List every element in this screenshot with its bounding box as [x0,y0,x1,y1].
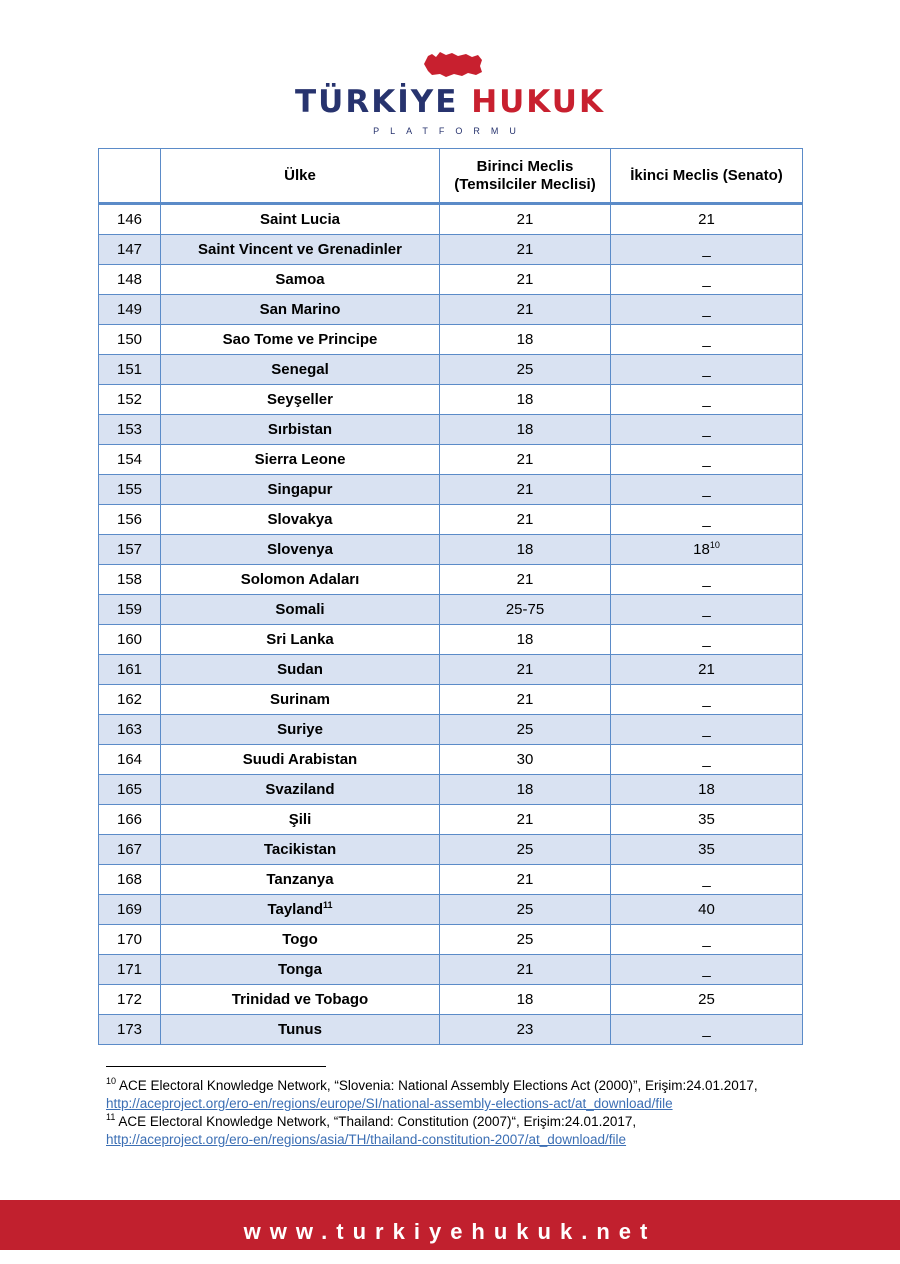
second-chamber-cell [611,685,803,715]
country-cell [161,685,440,715]
row-number-cell [99,745,161,775]
row-number-cell [99,355,161,385]
country-cell-text: Senegal [271,360,329,378]
table-row [99,775,803,805]
table-row [99,385,803,415]
second-chamber-cell-text: _ [702,870,711,888]
row-number-cell-text: 147 [116,240,143,258]
row-number-cell [99,535,161,565]
country-cell-text: Somali [275,600,325,618]
row-number-cell-text: 148 [116,270,143,288]
second-chamber-cell [611,475,803,505]
second-chamber-cell-text: _ [702,330,711,348]
row-number-cell [99,835,161,865]
first-chamber-cell-text: 21 [516,660,534,678]
row-number-cell [99,565,161,595]
country-cell-text: Tacikistan [263,840,337,858]
row-number-cell [99,955,161,985]
first-chamber-cell-text: 25 [516,720,534,738]
country-cell-text: Samoa [275,270,325,288]
column-header-country: Ülke [161,149,440,204]
first-chamber-cell [440,835,611,865]
row-number-cell-text: 166 [116,810,143,828]
second-chamber-cell-text: _ [702,750,711,768]
table-row [99,325,803,355]
country-cell [161,355,440,385]
first-chamber-cell-text: 18 [516,780,534,798]
table-header-row [99,149,803,204]
table-row [99,1015,803,1045]
footnote-ref: 10 [709,539,720,550]
country-cell-text: Saint Vincent ve Grenadinler [198,240,402,258]
second-chamber-cell [611,415,803,445]
country-cell-text: Surinam [269,690,330,708]
row-number-cell-text: 158 [116,570,143,588]
second-chamber-cell-text: _ [702,240,711,258]
second-chamber-cell [611,445,803,475]
row-number-cell [99,895,161,925]
second-chamber-cell [611,895,803,925]
country-cell-text: Saint Lucia [259,210,341,228]
first-chamber-cell-text: 18 [516,540,534,558]
second-chamber-cell-text: _ [702,510,711,528]
second-chamber-cell [611,235,803,265]
second-chamber-cell [611,625,803,655]
row-number-cell [99,775,161,805]
first-chamber-cell-text: 21 [516,240,534,258]
row-number-cell [99,805,161,835]
country-cell [161,475,440,505]
row-number-cell [99,385,161,415]
first-chamber-cell [440,925,611,955]
second-chamber-cell-text: _ [702,600,711,618]
row-number-cell-text: 160 [116,630,143,648]
row-number-cell [99,325,161,355]
second-chamber-cell [611,655,803,685]
second-chamber-cell [611,805,803,835]
country-cell-text: Sri Lanka [266,630,334,648]
country-cell-text: Solomon Adaları [240,570,360,588]
first-chamber-cell-text: 18 [516,630,534,648]
second-chamber-cell [611,775,803,805]
country-cell [161,655,440,685]
first-chamber-cell [440,985,611,1015]
country-cell [161,835,440,865]
table-body [99,204,803,1045]
country-cell [161,204,440,235]
first-chamber-cell-text: 25 [516,360,534,378]
first-chamber-cell [440,475,611,505]
country-cell-text: Sırbistan [267,420,333,438]
country-cell-text: Singapur [267,480,333,498]
country-cell [161,565,440,595]
second-chamber-cell [611,265,803,295]
second-chamber-cell [611,204,803,235]
second-chamber-cell [611,715,803,745]
row-number-cell-text: 155 [116,480,143,498]
row-number-cell [99,415,161,445]
turkey-map-icon [422,48,484,80]
first-chamber-cell-text: 21 [516,510,534,528]
second-chamber-cell-text: _ [702,690,711,708]
first-chamber-cell-text: 18 [516,420,534,438]
footnote-text: ACE Electoral Knowledge Network, “Slovenia: National Assembly Elections Act (2000)”, Erişim:24.01.2017, [119,1078,758,1093]
country-cell-text: Sao Tome ve Principe [222,330,378,348]
country-cell [161,415,440,445]
row-number-cell [99,295,161,325]
row-number-cell [99,655,161,685]
row-number-cell-text: 159 [116,600,143,618]
first-chamber-cell [440,505,611,535]
footnote-text: ACE Electoral Knowledge Network, “Thailand: Constitution (2007)“, Erişim:24.01.2017, [118,1114,637,1129]
footnote-number: 11 [106,1112,116,1122]
first-chamber-cell-text: 21 [516,870,534,888]
table-row [99,445,803,475]
second-chamber-cell [611,295,803,325]
table-row [99,204,803,235]
row-number-cell-text: 168 [116,870,143,888]
row-number-cell [99,265,161,295]
country-cell [161,445,440,475]
second-chamber-cell-text: _ [702,420,711,438]
country-cell-text: Tonga [278,960,322,978]
second-chamber-cell [611,355,803,385]
country-cell-text: Suriye [277,720,323,738]
first-chamber-cell-text: 21 [516,450,534,468]
footnote-ref: 11 [323,899,333,910]
second-chamber-cell-text: _ [702,960,711,978]
second-chamber-cell-text: 40 [698,900,715,918]
second-chamber-cell-text: 18 [698,780,715,798]
country-cell [161,385,440,415]
first-chamber-cell-text: 21 [516,270,534,288]
logo-title [0,84,900,120]
country-cell [161,325,440,355]
country-cell [161,985,440,1015]
country-cell [161,535,440,565]
first-chamber-cell-text: 21 [516,570,534,588]
row-number-cell [99,625,161,655]
second-chamber-cell [611,865,803,895]
row-number-cell [99,595,161,625]
row-number-cell [99,235,161,265]
row-number-cell-text: 165 [116,780,143,798]
first-chamber-cell [440,325,611,355]
country-cell [161,775,440,805]
row-number-cell-text: 171 [116,960,143,978]
first-chamber-cell-text: 21 [516,210,534,228]
first-chamber-cell [440,775,611,805]
row-number-cell [99,505,161,535]
country-cell-text: Togo [282,930,318,948]
table-row [99,355,803,385]
row-number-cell [99,445,161,475]
footnote-divider [106,1066,326,1067]
footer-banner [0,1200,900,1250]
first-chamber-cell [440,955,611,985]
country-cell-text: Sierra Leone [254,450,346,468]
first-chamber-cell-text: 30 [516,750,534,768]
country-cell-text: San Marino [259,300,341,318]
row-number-cell-text: 163 [116,720,143,738]
row-number-cell-text: 154 [116,450,143,468]
row-number-cell-text: 161 [116,660,143,678]
table-row [99,985,803,1015]
first-chamber-cell [440,535,611,565]
row-number-cell-text: 169 [116,900,143,918]
row-number-cell-text: 162 [116,690,143,708]
second-chamber-cell-text: _ [702,1020,711,1038]
first-chamber-cell-text: 23 [516,1020,534,1038]
first-chamber-cell [440,295,611,325]
first-chamber-cell [440,204,611,235]
first-chamber-cell-text: 21 [516,690,534,708]
row-number-cell [99,1015,161,1045]
column-header-first-chamber: Birinci Meclis (Temsilciler Meclisi) [440,149,611,204]
first-chamber-cell [440,865,611,895]
first-chamber-cell [440,265,611,295]
row-number-cell [99,985,161,1015]
row-number-cell-text: 151 [116,360,143,378]
second-chamber-cell-text: _ [702,930,711,948]
footer-url[interactable]: www.turkiyehukuk.net [243,1219,657,1244]
second-chamber-cell [611,835,803,865]
logo-word-turkiye: TÜRKİYE [295,84,459,120]
second-chamber-cell-text: 35 [698,810,715,828]
first-chamber-cell [440,445,611,475]
first-chamber-cell [440,385,611,415]
first-chamber-cell-text: 25 [516,900,534,918]
country-cell-text: Suudi Arabistan [242,750,358,768]
first-chamber-cell-text: 21 [516,480,534,498]
row-number-cell-text: 150 [116,330,143,348]
country-cell-text: Slovenya [267,540,333,558]
table-row [99,505,803,535]
table-row [99,715,803,745]
first-chamber-cell [440,895,611,925]
footnotes [106,1077,806,1149]
table-row [99,535,803,565]
logo-subtitle: PLATFORMU [373,126,527,136]
second-chamber-cell-text: 18 [693,540,710,558]
second-chamber-cell-text: _ [702,270,711,288]
second-chamber-cell [611,925,803,955]
first-chamber-cell [440,625,611,655]
first-chamber-cell-text: 25-75 [505,600,545,618]
row-number-cell [99,715,161,745]
table-row [99,835,803,865]
first-chamber-cell [440,235,611,265]
first-chamber-cell [440,565,611,595]
row-number-cell-text: 146 [116,210,143,228]
first-chamber-cell-text: 18 [516,390,534,408]
row-number-cell-text: 167 [116,840,143,858]
table-row [99,625,803,655]
first-chamber-cell [440,685,611,715]
second-chamber-cell-text: _ [702,720,711,738]
second-chamber-cell [611,385,803,415]
row-number-cell [99,865,161,895]
table-row [99,685,803,715]
row-number-cell-text: 164 [116,750,143,768]
second-chamber-cell-text: 21 [698,660,715,678]
age-table [98,148,803,1045]
second-chamber-cell-text: 21 [698,210,715,228]
footnote-11 [106,1113,806,1149]
country-cell [161,745,440,775]
second-chamber-cell [611,745,803,775]
country-cell [161,865,440,895]
country-cell [161,595,440,625]
country-cell [161,805,440,835]
first-chamber-cell [440,745,611,775]
column-header-number [99,149,161,204]
second-chamber-cell-text: _ [702,630,711,648]
country-cell-text: Svaziland [265,780,335,798]
table-row [99,745,803,775]
country-cell [161,265,440,295]
footnote-link[interactable]: http://aceproject.org/ero-en/regions/europe/SI/national-assembly-elections-act/at_download/file [106,1096,673,1111]
first-chamber-cell-text: 18 [516,990,534,1008]
second-chamber-cell [611,565,803,595]
row-number-cell-text: 170 [116,930,143,948]
row-number-cell-text: 149 [116,300,143,318]
row-number-cell-text: 152 [116,390,143,408]
table-row [99,415,803,445]
first-chamber-cell [440,595,611,625]
table-row [99,955,803,985]
row-number-cell-text: 157 [116,540,143,558]
second-chamber-cell-text: _ [702,480,711,498]
first-chamber-cell-text: 21 [516,810,534,828]
country-cell-text: Şili [288,810,312,828]
second-chamber-cell-text: _ [702,300,711,318]
second-chamber-cell-text: _ [702,360,711,378]
country-cell [161,1015,440,1045]
country-cell-text: Tayland [267,900,324,918]
second-chamber-cell-text: _ [702,390,711,408]
second-chamber-cell-text: _ [702,450,711,468]
first-chamber-cell [440,805,611,835]
second-chamber-cell-text: _ [702,570,711,588]
first-chamber-cell-text: 21 [516,960,534,978]
country-cell-text: Tanzanya [266,870,334,888]
first-chamber-cell [440,1015,611,1045]
table-row [99,925,803,955]
country-cell-text: Sudan [277,660,323,678]
first-chamber-cell [440,655,611,685]
table-row [99,865,803,895]
table-row [99,595,803,625]
first-chamber-cell-text: 21 [516,300,534,318]
country-cell [161,895,440,925]
logo-word-hukuk: HUKUK [471,84,605,120]
second-chamber-cell [611,955,803,985]
second-chamber-cell [611,505,803,535]
table-row [99,565,803,595]
row-number-cell [99,685,161,715]
country-cell-text: Seyşeller [267,390,333,408]
table-row [99,235,803,265]
second-chamber-cell [611,1015,803,1045]
country-cell [161,925,440,955]
country-cell-text: Slovakya [267,510,333,528]
country-cell [161,505,440,535]
first-chamber-cell [440,715,611,745]
second-chamber-cell-text: 35 [698,840,715,858]
country-cell [161,235,440,265]
country-cell-text: Trinidad ve Tobago [231,990,369,1008]
table-row [99,805,803,835]
table-row [99,475,803,505]
country-cell-text: Tunus [278,1020,322,1038]
table-row [99,655,803,685]
second-chamber-cell [611,325,803,355]
country-cell [161,625,440,655]
first-chamber-cell [440,415,611,445]
first-chamber-cell [440,355,611,385]
first-chamber-cell-text: 25 [516,840,534,858]
row-number-cell-text: 153 [116,420,143,438]
table-row [99,895,803,925]
second-chamber-cell [611,535,803,565]
row-number-cell [99,204,161,235]
row-number-cell-text: 172 [116,990,143,1008]
column-header-second-chamber: İkinci Meclis (Senato) [611,149,803,204]
row-number-cell [99,475,161,505]
first-chamber-cell-text: 25 [516,930,534,948]
country-cell [161,295,440,325]
second-chamber-cell [611,985,803,1015]
table-row [99,265,803,295]
footnote-10 [106,1077,806,1113]
country-cell [161,715,440,745]
row-number-cell-text: 156 [116,510,143,528]
second-chamber-cell [611,595,803,625]
row-number-cell-text: 173 [116,1020,143,1038]
table-row [99,295,803,325]
first-chamber-cell-text: 18 [516,330,534,348]
country-cell [161,955,440,985]
second-chamber-cell-text: 25 [698,990,715,1008]
row-number-cell [99,925,161,955]
footnote-number: 10 [106,1076,117,1086]
footnote-link[interactable]: http://aceproject.org/ero-en/regions/asia/TH/thailand-constitution-2007/at_download/file [106,1132,627,1147]
